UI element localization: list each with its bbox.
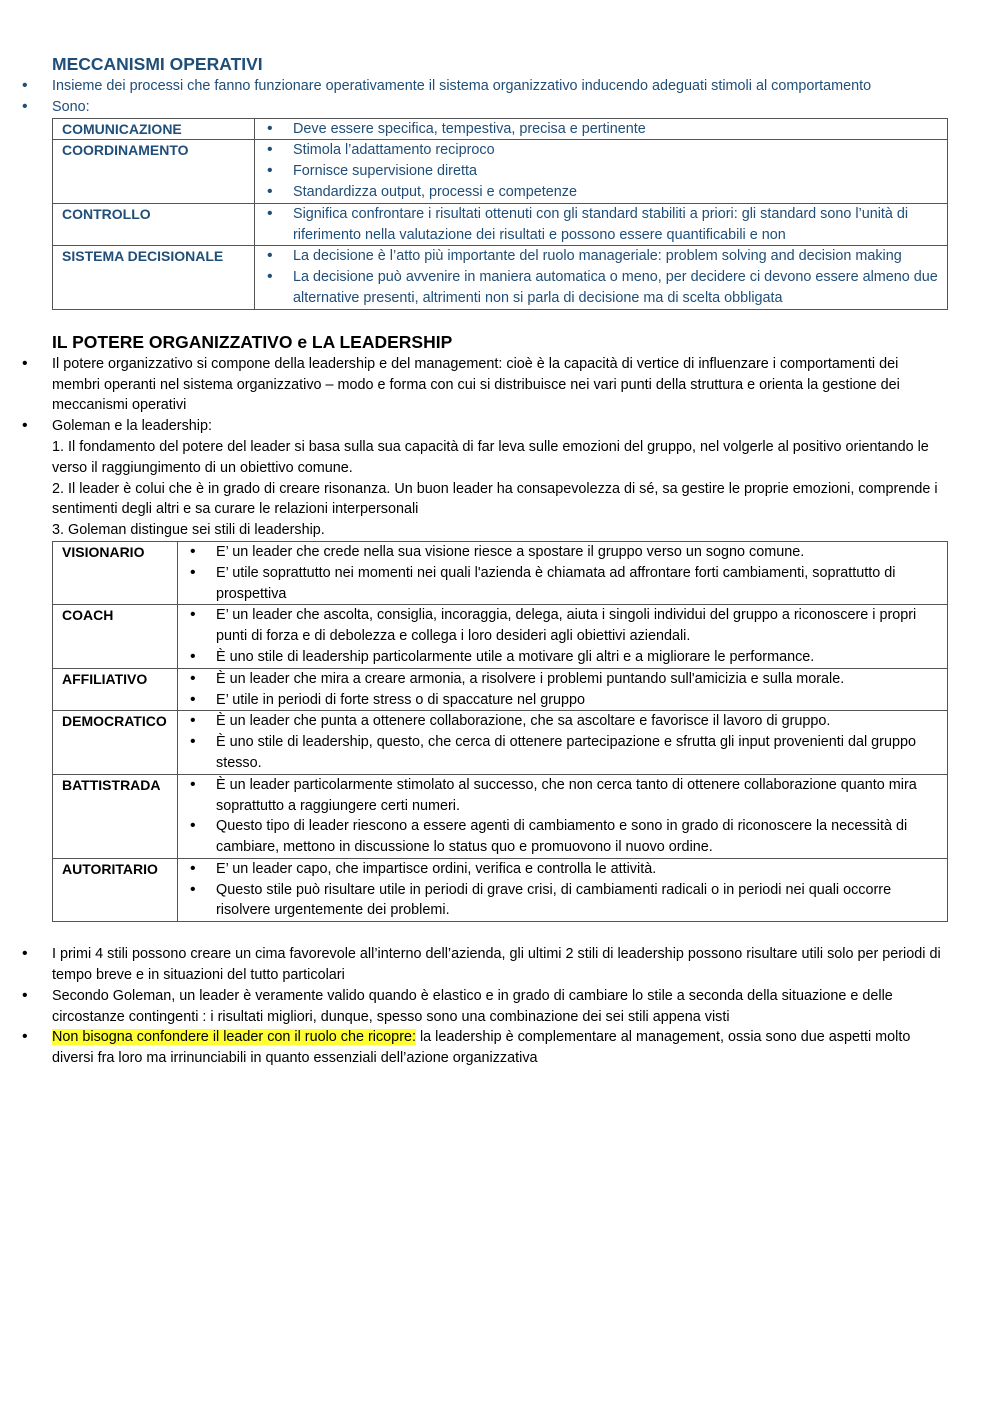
list-item: • È un leader particolarmente stimolato al successo, che non cerca tanto di ottenere collaborazione quanto mira soprattutto a raggiungere certi numeri.	[216, 775, 943, 817]
list-item: • I primi 4 stili possono creare un cima favorevole all’interno dell’azienda, gli ultimi 2 stili di leadership possono risultare utili solo per periodi di tempo breve e in situazioni del tutto particolari	[52, 944, 948, 986]
table-row	[53, 605, 948, 668]
row-label: VISIONARIO	[53, 541, 178, 604]
table-row	[53, 668, 948, 711]
goleman-point: 3. Goleman distingue sei stili di leadership.	[52, 522, 325, 539]
table-row	[53, 774, 948, 858]
list-item: • Secondo Goleman, un leader è veramente valido quando è elastico e in grado di cambiare lo stile a seconda della situazione e delle circostanze contingenti : i risultati migliori, dunque, spesso sono una combinazione dei sei stili appena visti	[52, 986, 948, 1028]
list-item: • E’ utile soprattutto nei momenti nei quali l'azienda è chiamata ad affrontare forti cambiamenti, soprattutto di prospettiva	[216, 563, 943, 605]
closing-text: la leadership è complementare al management, ossia sono due aspetti molto diversi fra loro ma irrinunciabili in quanto essenziali dell’azione organizzativa	[52, 1029, 911, 1067]
table-row	[53, 118, 948, 140]
list-item: • E’ un leader che crede nella sua visione riesce a spostare il gruppo verso un sogno comune.	[216, 542, 943, 563]
document-page	[52, 52, 948, 1069]
row-label: AUTORITARIO	[53, 858, 178, 921]
row-label: BATTISTRADA	[53, 774, 178, 858]
highlighted-text: Non bisogna confondere il leader con il ruolo che ricopre:	[52, 1029, 416, 1046]
list-item: • E’ utile in periodi di forte stress o di spaccature nel gruppo	[216, 690, 943, 711]
row-label: COACH	[53, 605, 178, 668]
list-item: • La decisione è l’atto più importante del ruolo manageriale: problem solving and decision making	[293, 246, 943, 267]
row-label: COORDINAMENTO	[53, 140, 255, 203]
list-item: • E’ un leader capo, che impartisce ordini, verifica e controlla le attività.	[216, 859, 943, 880]
table-row	[53, 858, 948, 921]
goleman-intro: • Goleman e la leadership:	[52, 418, 212, 435]
section-title-meccanismi: MECCANISMI OPERATIVI	[52, 54, 263, 74]
meccanismi-table	[52, 118, 948, 310]
list-item: • È un leader che punta a ottenere collaborazione, che sa ascoltare e favorisce il lavoro di gruppo.	[216, 711, 943, 732]
list-item: • Insieme dei processi che fanno funzionare operativamente il sistema organizzativo inducendo adeguati stimoli al comportamento	[52, 76, 948, 97]
section-title-leadership: IL POTERE ORGANIZZATIVO e LA LEADERSHIP	[52, 331, 453, 352]
row-label: AFFILIATIVO	[53, 668, 178, 711]
row-label: COMUNICAZIONE	[53, 118, 255, 140]
closing-list	[52, 944, 948, 1069]
table-row	[53, 541, 948, 604]
list-item	[52, 1027, 948, 1069]
table-row	[53, 711, 948, 774]
list-item: • È uno stile di leadership particolarmente utile a motivare gli altri e a migliorare le performance.	[216, 647, 943, 668]
leadership-styles-table	[52, 541, 948, 922]
goleman-point: 1. Il fondamento del potere del leader si basa sulla sua capacità di far leva sulle emozioni del gruppo, nel volgerle al positivo orientando le verso il raggiungimento di un obiettivo comune.	[52, 438, 929, 476]
list-item: • Deve essere specifica, tempestiva, precisa e pertinente	[293, 119, 943, 140]
list-item: • Questo tipo di leader riescono a essere agenti di cambiamento e sono in grado di riconoscere la necessità di cambiare, mettono in discussione lo status quo e promuovono il nuovo ordine.	[216, 816, 943, 858]
table-row	[53, 140, 948, 203]
goleman-point: 2. Il leader è colui che è in grado di creare risonanza. Un buon leader ha consapevolezza di sé, sa gestire le proprie emozioni, comprende i sentimenti degli altri e sa curare le relazioni interpersonali	[52, 480, 938, 518]
list-item: • È uno stile di leadership, questo, che cerca di ottenere partecipazione e sfrutta gli input provenienti dal gruppo stesso.	[216, 732, 943, 774]
list-item: • Standardizza output, processi e competenze	[293, 182, 943, 203]
row-label: DEMOCRATICO	[53, 711, 178, 774]
leadership-list	[52, 354, 948, 541]
table-row	[53, 203, 948, 246]
table-row	[53, 246, 948, 309]
row-label: SISTEMA DECISIONALE	[53, 246, 255, 309]
list-item: • Sono:	[52, 97, 948, 118]
list-item: • La decisione può avvenire in maniera automatica o meno, per decidere ci devono essere almeno due alternative presenti, altrimenti non si parla di decisione ma di scelta obbligata	[293, 267, 943, 309]
list-item: • Questo stile può risultare utile in periodi di grave crisi, di cambiamenti radicali o in periodi nei quali occorre risolvere urgentemente dei problemi.	[216, 880, 943, 922]
list-item: • Il potere organizzativo si compone della leadership e del management: cioè è la capacità di vertice di influenzare i comportamenti dei membri operanti nel sistema organizzativo – modo e forma con cui si distribuisce nei vari punti della struttura e orienta la gestione dei meccanismi operativi	[52, 354, 948, 416]
list-item: • È un leader che mira a creare armonia, a risolvere i problemi puntando sull'amicizia e sulla morale.	[216, 669, 943, 690]
list-item: • E’ un leader che ascolta, consiglia, incoraggia, delega, aiuta i singoli individui del gruppo a riconoscere i propri punti di forza e di debolezza e collega i loro desideri agli obiettivi aziendali.	[216, 605, 943, 647]
list-item	[52, 416, 948, 541]
list-item: • Stimola l’adattamento reciproco	[293, 140, 943, 161]
meccanismi-intro-list	[52, 76, 948, 118]
row-label: CONTROLLO	[53, 203, 255, 246]
list-item: • Significa confrontare i risultati ottenuti con gli standard stabiliti a priori: gli standard sono l’unità di riferimento nella valutazione dei risultati e possono essere quantificabili e non	[293, 204, 943, 246]
list-item: • Fornisce supervisione diretta	[293, 161, 943, 182]
